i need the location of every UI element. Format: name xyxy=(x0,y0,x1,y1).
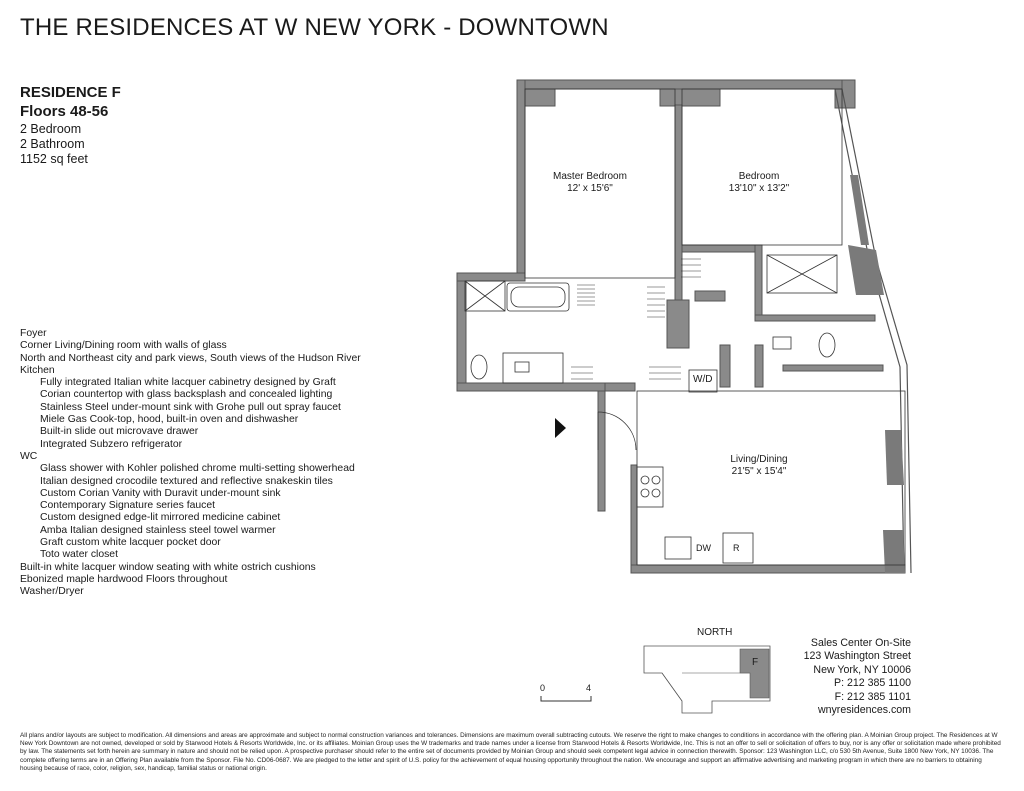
feature-item: Foyer xyxy=(20,328,47,339)
feature-item: North and Northeast city and park views, South views of the Hudson River xyxy=(20,352,361,364)
room-dimensions: 12' x 15'6" xyxy=(567,183,613,194)
feature-subitem: Toto water closet xyxy=(40,549,118,561)
square-footage: 1152 sq feet xyxy=(20,152,88,166)
feature-subitem: Contemporary Signature series faucet xyxy=(40,500,215,512)
room-label-bedroom xyxy=(714,171,804,195)
feature-item: Built-in white lacquer window seating with white ostrich cushions xyxy=(20,561,316,573)
washer-dryer-label: W/D xyxy=(693,374,713,385)
residence-floors: Floors 48-56 xyxy=(20,103,109,120)
feature-subitem: Miele Gas Cook-top, hood, built-in oven and dishwasher xyxy=(40,414,299,426)
feature-subitem: Custom Corian Vanity with Duravit under-mount sink xyxy=(40,487,281,499)
feature-list xyxy=(20,328,440,599)
sales-office: Sales Center On-Site xyxy=(810,637,911,649)
bedroom-count: 2 Bedroom xyxy=(20,122,82,136)
room-label-master-bedroom xyxy=(540,171,640,195)
sales-contact xyxy=(751,637,911,717)
scale-start-label: 0 xyxy=(540,683,546,693)
feature-subitem: Italian designed crocodile textured and reflective snakeskin tiles xyxy=(40,475,333,487)
north-label: NORTH xyxy=(697,627,733,638)
feature-subitem: Custom designed edge-lit mirrored medicine cabinet xyxy=(40,512,281,524)
feature-item: Washer/Dryer xyxy=(20,586,84,598)
room-label-living-dining xyxy=(714,454,804,478)
feature-item: WC xyxy=(20,450,38,462)
feature-subitem: Graft custom white lacquer pocket door xyxy=(40,537,221,549)
scale-bar xyxy=(540,695,592,703)
room-dimensions: 13'10" x 13'2" xyxy=(728,183,790,194)
sales-street: 123 Washington Street xyxy=(803,650,911,663)
room-name: Master Bedroom xyxy=(553,171,627,182)
sales-phone: P: 212 385 1100 xyxy=(834,677,911,690)
room-name: Living/Dining xyxy=(730,454,788,465)
sales-city: New York, NY 10006 xyxy=(813,663,911,676)
feature-subitem: Corian countertop with glass backsplash and concealed lighting xyxy=(40,389,333,401)
residence-name: RESIDENCE F xyxy=(20,84,121,101)
page-title: THE RESIDENCES AT W NEW YORK - DOWNTOWN xyxy=(20,14,609,41)
feature-subitem: Glass shower with Kohler polished chrome multi-setting showerhead xyxy=(40,463,355,475)
refrigerator-label: R xyxy=(733,543,740,553)
scale-end-label: 4 xyxy=(586,683,592,693)
dishwasher-label: DW xyxy=(696,543,711,553)
room-name: Bedroom xyxy=(738,171,780,182)
feature-subitem: Fully integrated Italian white lacquer cabinetry designed by Graft xyxy=(40,377,336,389)
legal-disclaimer: All plans and/or layouts are subject to modification. All dimensions and areas are approximate and subject to normal construction variances and tolerances. Dimensions are maximum overall subtracting cutouts. We reserve the right to make changes to conditions in accordance with the offering plan. A Moinian Group project. The Residences at W New York Downtown are not owned, developed or sold by Starwood Hotels & Resorts Worldwide, Inc. or its affiliates. Moinian Group uses the W trademarks and trade names under a license from Starwood Hotels & Resorts Worldwide, Inc. This is not an offer to sell or solicitation of offers to buy, nor is any offer or solicitation made where prohibited by law. The statements set forth herein are summary in nature and should not be relied upon. A prospective purchaser should refer to the entire set of documents provided by Moinian Group and should seek competent legal advice in connection therewith. Sponsor: 123 Washington LLC, c/o 530 5th Avenue, Suite 1800 New York, NY 10036. The complete offering terms are in an Offering Plan available from the Sponsor. File No. CD06-0687. We are pledged to the letter and spirit of U.S. policy for the achievement of equal housing opportunity throughout the nation. We encourage and support an affirmative advertising and marketing program in which there are no barriers to obtaining housing because of race, color, religion, sex, handicap, familial status or national origin. xyxy=(20,732,1001,772)
feature-subitem: Stainless Steel under-mount sink with Grohe pull out spray faucet xyxy=(40,401,341,413)
feature-subitem: Integrated Subzero refrigerator xyxy=(40,438,183,450)
bathroom-count: 2 Bathroom xyxy=(20,137,85,151)
sales-website[interactable]: wnyresidences.com xyxy=(817,704,911,717)
feature-item: Ebonized maple hardwood Floors throughout xyxy=(20,573,228,585)
feature-item: Kitchen xyxy=(20,364,55,376)
sales-fax: F: 212 385 1101 xyxy=(834,690,911,703)
feature-item: Corner Living/Dining room with walls of glass xyxy=(20,340,227,352)
room-dimensions: 21'5" x 15'4" xyxy=(731,466,787,477)
floor-plan xyxy=(455,75,915,580)
feature-subitem: Amba Italian designed stainless steel towel warmer xyxy=(40,524,276,536)
feature-subitem: Built-in slide out microvave drawer xyxy=(40,426,199,438)
unit-marker: F xyxy=(752,657,759,668)
